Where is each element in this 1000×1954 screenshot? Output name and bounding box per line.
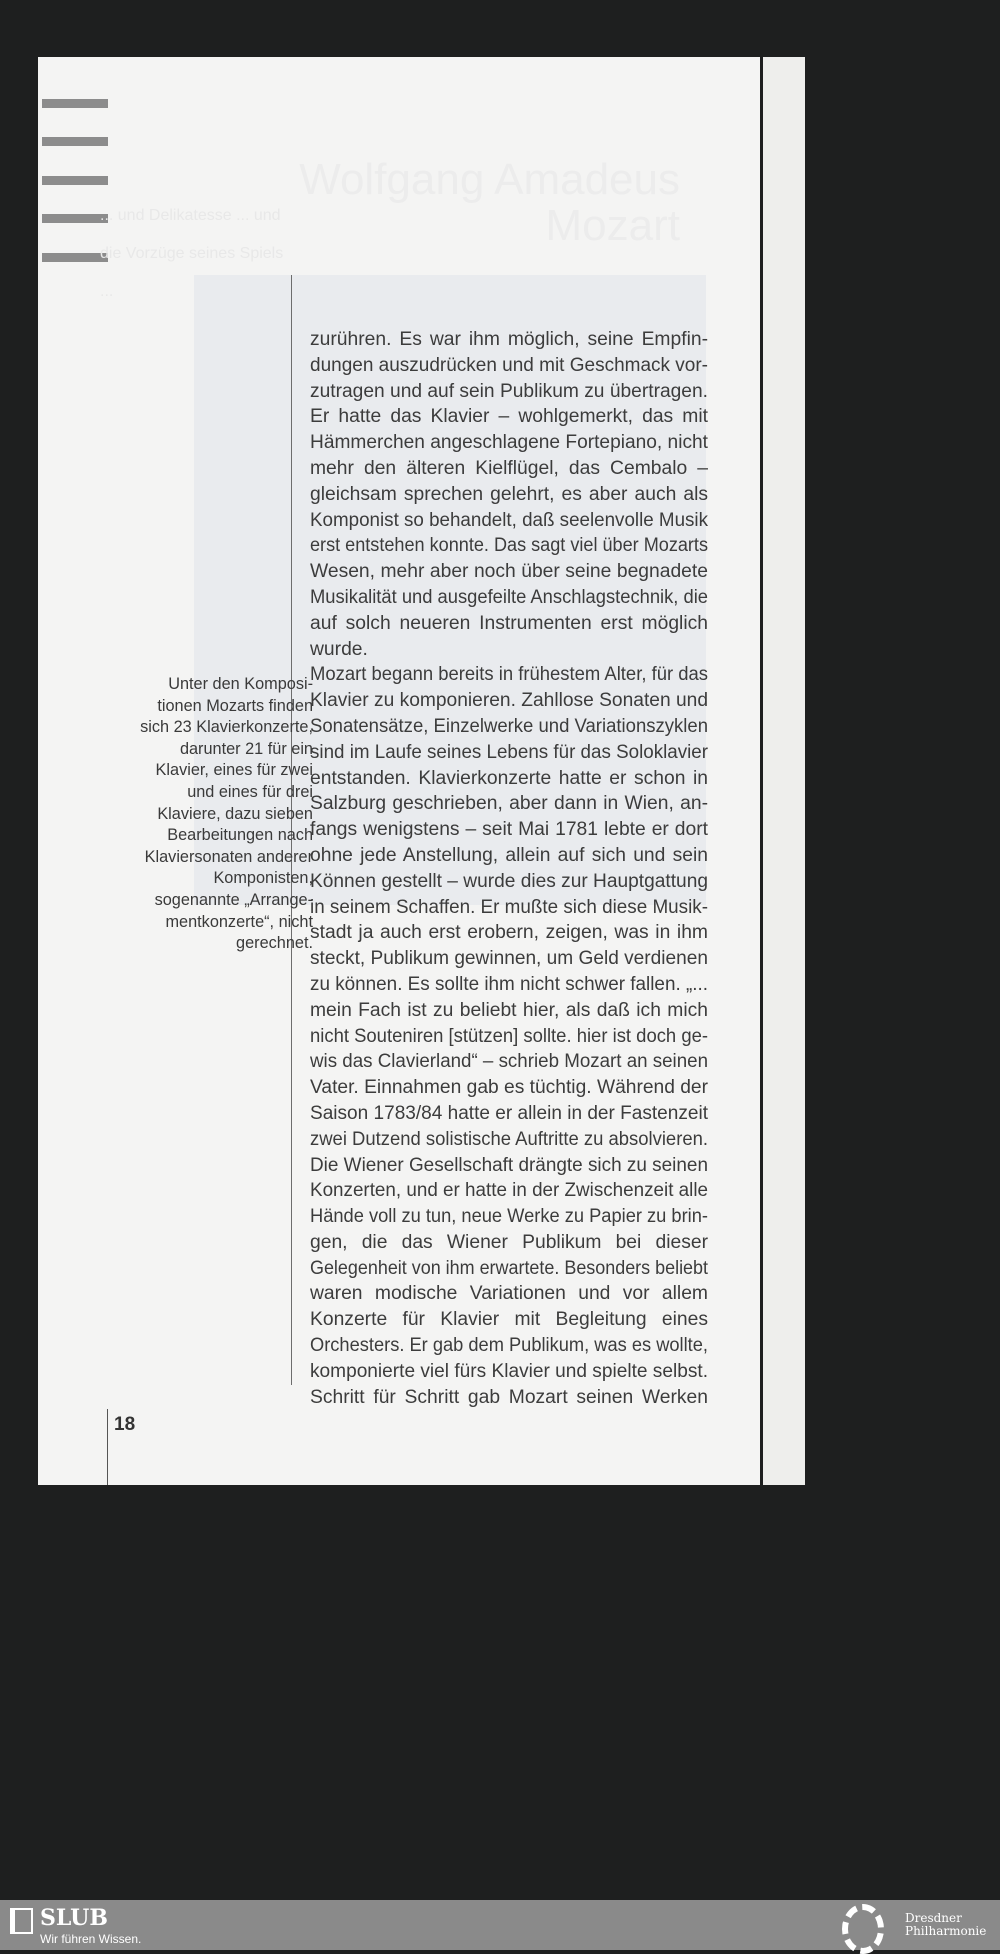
text-line-row bbox=[310, 766, 708, 792]
text-line: zurühren. Es war ihm möglich, seine Empfin- bbox=[310, 329, 708, 350]
text-line: Konzerten, und er hatte in der Zwischenzeit alle bbox=[310, 1180, 708, 1202]
text-line: nicht Souteniren [stützen] sollte. hier ist doch ge- bbox=[310, 1025, 708, 1047]
text-line-row bbox=[310, 611, 708, 637]
text-line: ohne jede Anstellung, allein auf sich und sein bbox=[310, 844, 708, 866]
text-line-row bbox=[310, 1333, 708, 1359]
sidebar-line: Unter den Komposi- bbox=[168, 675, 313, 693]
text-line: Salzburg geschrieben, aber dann in Wien, an- bbox=[310, 793, 708, 815]
ghost-title-line: Wolfgang Amadeus bbox=[299, 155, 680, 204]
text-line-row bbox=[310, 740, 708, 766]
text-line: fangs wenigstens – seit Mai 1781 lebte er dort bbox=[310, 819, 708, 841]
text-line-row bbox=[310, 637, 708, 663]
text-line-row bbox=[310, 404, 708, 430]
philharmonie-logo[interactable] bbox=[905, 1912, 986, 1938]
text-line: waren modische Variationen und vor allem bbox=[310, 1283, 708, 1305]
index-tab bbox=[42, 253, 108, 262]
text-line-row bbox=[310, 508, 708, 534]
text-line: Hände voll zu tun, neue Werke zu Papier zu brin- bbox=[310, 1206, 708, 1228]
sidebar-line: Klaviersonaten anderer bbox=[144, 847, 313, 866]
page-number: 18 bbox=[114, 1414, 136, 1435]
text-line: Komponist so behandelt, daß seelenvolle Musik bbox=[310, 509, 708, 531]
text-line: entstanden. Klavierkonzerte hatte er schon in bbox=[310, 767, 708, 789]
sidebar-line: darunter 21 für ein bbox=[179, 739, 313, 758]
text-line-row bbox=[310, 1281, 708, 1307]
index-tab bbox=[42, 176, 108, 185]
sidebar-line-row bbox=[102, 804, 313, 826]
sidebar-line-row bbox=[102, 696, 313, 718]
sidebar-line: mentkonzerte“, nicht bbox=[165, 912, 313, 931]
index-tab bbox=[42, 214, 108, 223]
sidebar-line-row bbox=[102, 825, 313, 847]
index-tab bbox=[42, 99, 108, 108]
index-tab bbox=[42, 137, 108, 146]
text-line-row bbox=[310, 353, 708, 379]
text-line-row bbox=[310, 688, 708, 714]
text-line-row bbox=[310, 1385, 708, 1411]
text-line: Musikalität und ausgefeilte Anschlagstechnik, die bbox=[310, 586, 708, 608]
sidebar-line-row bbox=[102, 868, 313, 890]
text-line-row bbox=[310, 379, 708, 405]
slub-book-icon bbox=[10, 1908, 33, 1934]
sidebar-line-row bbox=[102, 739, 313, 761]
text-line: Gelegenheit von ihm erwartete. Besonders beliebt bbox=[310, 1257, 708, 1279]
text-line-row bbox=[310, 1204, 708, 1230]
text-line-row bbox=[310, 585, 708, 611]
next-page-edge bbox=[763, 57, 805, 1485]
text-line: wis das Clavierland“ – schrieb Mozart an seinen bbox=[310, 1051, 708, 1073]
sidebar-line-row bbox=[102, 912, 313, 934]
text-line-row bbox=[310, 817, 708, 843]
text-line: Saison 1783/84 hatte er allein in der Fastenzeit bbox=[310, 1102, 708, 1124]
text-line-row bbox=[310, 946, 708, 972]
text-line: sind im Laufe seines Lebens für das Soloklavier bbox=[310, 741, 708, 763]
partner-line: Dresdner bbox=[905, 1911, 962, 1925]
text-line: Mozart begann bereits in frühestem Alter, für das bbox=[310, 664, 708, 686]
text-line: gen, die das Wiener Publikum bei dieser bbox=[310, 1231, 708, 1253]
text-line: dungen auszudrücken und mit Geschmack vor- bbox=[310, 354, 708, 376]
bleed-through-quote: ... und Delikatesse ... und die Vorzüge seines Spiels ... bbox=[100, 207, 284, 300]
partner-line: Philharmonie bbox=[905, 1924, 987, 1938]
text-line-row bbox=[310, 1230, 708, 1256]
text-line-row bbox=[310, 662, 708, 688]
text-line: Wesen, mehr aber noch über seine begnadete bbox=[310, 561, 708, 583]
sidebar-line: Komponisten, bbox=[213, 869, 313, 888]
ghost-title-line: Mozart bbox=[545, 201, 680, 250]
text-line-row bbox=[310, 456, 708, 482]
text-line: Orchesters. Er gab dem Publikum, was es wollte, bbox=[310, 1335, 708, 1357]
text-line-row bbox=[310, 1178, 708, 1204]
sidebar-line-row bbox=[102, 760, 313, 782]
sidebar-line: sogenannte „Arrange- bbox=[154, 890, 313, 909]
text-line-row bbox=[310, 1024, 708, 1050]
text-line: Sonatensätze, Einzelwerke und Variationszyklen bbox=[310, 715, 708, 737]
text-line-row bbox=[310, 869, 708, 895]
text-line-row bbox=[310, 895, 708, 921]
main-text-column bbox=[310, 327, 708, 1410]
sidebar-line-row bbox=[102, 933, 313, 955]
sidebar-line: tionen Mozarts finden bbox=[157, 696, 313, 715]
text-line: in seinem Schaffen. Er mußte sich diese Musik- bbox=[310, 896, 708, 918]
slub-logo[interactable]: SLUB bbox=[40, 1905, 108, 1931]
text-line: gleichsam sprechen gelehrt, es aber auch als bbox=[310, 483, 708, 505]
text-line: Die Wiener Gesellschaft drängte sich zu seinen bbox=[310, 1154, 708, 1176]
text-line: wurde. bbox=[310, 638, 368, 660]
page-number-rule bbox=[107, 1409, 108, 1485]
text-line-row bbox=[310, 327, 708, 353]
sidebar-line-row bbox=[102, 674, 313, 696]
text-line: Er hatte das Klavier – wohlgemerkt, das mit bbox=[310, 406, 708, 428]
philharmonie-logo-icon bbox=[842, 1904, 884, 1954]
text-line-row bbox=[310, 1127, 708, 1153]
text-line: zutragen und auf sein Publikum zu übertragen. bbox=[310, 380, 708, 402]
text-line: Können gestellt – wurde dies zur Hauptgattung bbox=[310, 870, 708, 892]
sidebar-line: und eines für drei bbox=[187, 782, 313, 801]
text-line-row bbox=[310, 1359, 708, 1385]
text-line: mehr den älteren Kielflügel, das Cembalo – bbox=[310, 457, 708, 479]
sidebar-note bbox=[102, 674, 313, 955]
text-line-row bbox=[310, 920, 708, 946]
sidebar-line-row bbox=[102, 890, 313, 912]
text-line: Konzerte für Klavier mit Begleitung eines bbox=[310, 1309, 708, 1331]
text-line: mein Fach ist zu beliebt hier, als daß ich mich bbox=[310, 999, 708, 1021]
text-line: zwei Dutzend solistische Auftritte zu absolvieren. bbox=[310, 1128, 708, 1150]
text-line: Hämmerchen angeschlagene Fortepiano, nicht bbox=[310, 432, 708, 454]
text-line: Schritt für Schritt gab Mozart seinen Werken bbox=[310, 1386, 708, 1408]
text-line-row bbox=[310, 559, 708, 585]
text-line: zu können. Es sollte ihm nicht schwer fallen. „... bbox=[310, 973, 708, 995]
text-line-row bbox=[310, 791, 708, 817]
text-line-row bbox=[310, 972, 708, 998]
sidebar-line: Klaviere, dazu sieben bbox=[157, 804, 313, 823]
bleed-through-title bbox=[299, 157, 680, 249]
footer-bar bbox=[0, 1900, 1000, 1950]
text-line: Klavier zu komponieren. Zahllose Sonaten und bbox=[310, 690, 708, 712]
sidebar-line: Klavier, eines für zwei bbox=[155, 761, 313, 780]
sidebar-line-row bbox=[102, 847, 313, 869]
sidebar-line: sich 23 Klavierkonzerte, bbox=[140, 718, 313, 737]
slub-tagline: Wir führen Wissen. bbox=[40, 1932, 142, 1946]
text-line: Vater. Einnahmen gab es tüchtig. Während der bbox=[310, 1077, 708, 1099]
text-line: erst entstehen konnte. Das sagt viel über Mozarts bbox=[310, 535, 708, 557]
document-page bbox=[38, 57, 760, 1485]
sidebar-line-row bbox=[102, 782, 313, 804]
text-line: steckt, Publikum gewinnen, um Geld verdienen bbox=[310, 948, 708, 970]
text-line-row bbox=[310, 482, 708, 508]
text-line-row bbox=[310, 1075, 708, 1101]
sidebar-line: Bearbeitungen nach bbox=[167, 826, 313, 845]
text-line-row bbox=[310, 843, 708, 869]
text-line-row bbox=[310, 998, 708, 1024]
text-line-row bbox=[310, 533, 708, 559]
text-line-row bbox=[310, 1049, 708, 1075]
text-line-row bbox=[310, 430, 708, 456]
text-line: stadt ja auch erst erobern, zeigen, was in ihm bbox=[310, 922, 708, 944]
text-line-row bbox=[310, 1307, 708, 1333]
text-line: komponierte viel fürs Klavier und spielte selbst. bbox=[310, 1360, 708, 1382]
text-line-row bbox=[310, 714, 708, 740]
text-line-row bbox=[310, 1256, 708, 1282]
sidebar-line-row bbox=[102, 717, 313, 739]
sidebar-line: gerechnet. bbox=[236, 934, 313, 953]
text-line-row bbox=[310, 1153, 708, 1179]
text-line-row bbox=[310, 1101, 708, 1127]
text-line: auf solch neueren Instrumenten erst möglich bbox=[310, 612, 708, 634]
